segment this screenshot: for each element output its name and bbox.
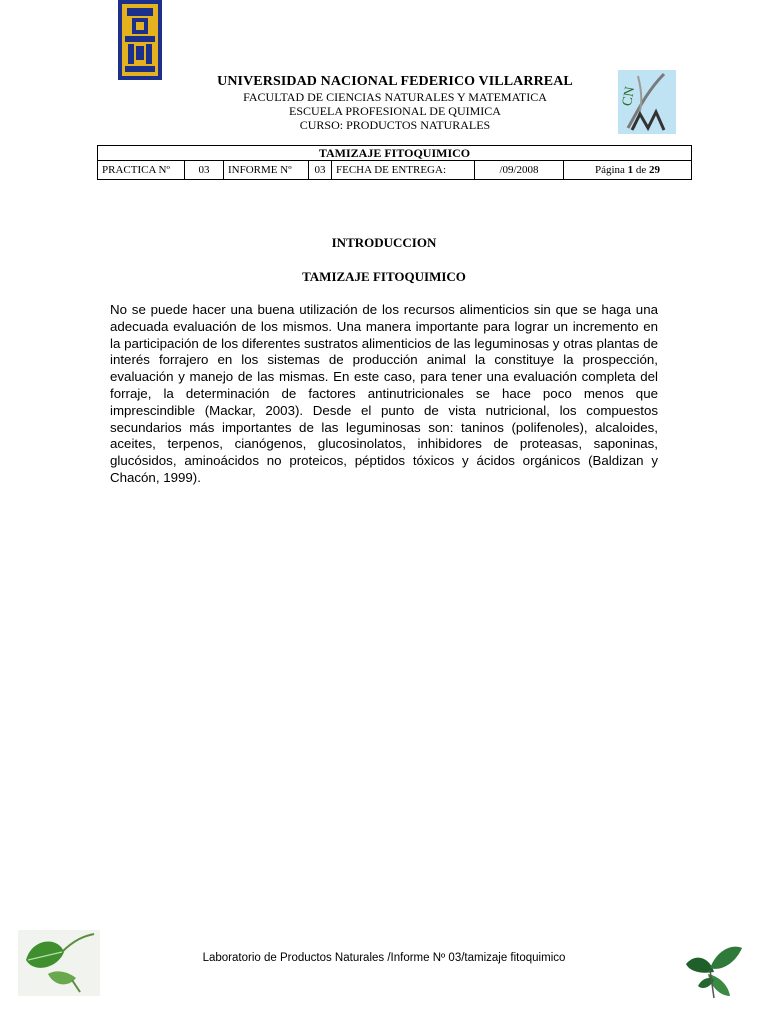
fecha-label: FECHA DE ENTREGA:	[332, 161, 475, 180]
section-heading: INTRODUCCION	[331, 235, 437, 250]
document-header	[150, 74, 640, 132]
practica-value: 03	[185, 161, 224, 180]
informe-value: 03	[309, 161, 332, 180]
table-row	[98, 161, 692, 180]
table-title-row	[98, 146, 692, 161]
page-current: 1	[627, 164, 634, 176]
informe-label: INFORME Nº	[224, 161, 309, 180]
practica-label: PRACTICA Nº	[98, 161, 185, 180]
svg-text:CN: CN	[620, 85, 639, 108]
course-name: CURSO: PRODUCTOS NATURALES	[299, 118, 491, 132]
faculty-name: FACULTAD DE CIENCIAS NATURALES Y MATEMATICA	[243, 90, 547, 104]
school-name: ESCUELA PROFESIONAL DE QUIMICA	[289, 104, 501, 118]
intro-paragraph: No se puede hacer una buena utilización de los recursos alimenticios sin que se haga una adecuada evaluación de los mismos. Una manera importante para lograr un incremento en la participación de los diferentes sustratos alimenticios de las leguminosas y otras plantas de interés forrajero en los sistemas de producción animal la constituye la prospección, evaluación y manejo de las mismas. En este caso, para tener una evaluación completa del forraje, la determinación de factores antinutricionales se hace poco menos que imprescindible (Mackar, 2003). Desde el punto de vista nutricional, los compuestos secundarios más importantes de las leguminosas son: taninos (polifenoles), alcaloides, aceites, terpenos, cianógenos, glucosinolatos, inhibidores de proteasas, saponinas, glucósidos, aminoácidos no proteicos, péptidos tóxicos y ácidos orgánicos (Baldizan y Chacón, 1999).	[110, 302, 658, 485]
plant-leaf-icon	[680, 942, 746, 1000]
page-footer: Laboratorio de Productos Naturales /Informe Nº 03/tamizaje fitoquimico	[202, 952, 566, 964]
page-of: de	[635, 164, 647, 176]
report-info-table	[97, 145, 692, 180]
page-word: Página	[594, 164, 625, 176]
university-name: UNIVERSIDAD NACIONAL FEDERICO VILLARREAL	[217, 74, 573, 89]
page-number	[564, 161, 692, 180]
university-crest-icon	[118, 0, 162, 80]
section-subheading: TAMIZAJE FITOQUIMICO	[302, 269, 466, 284]
page-total: 29	[649, 164, 661, 176]
table-title: TAMIZAJE FITOQUIMICO	[98, 146, 692, 161]
fecha-value: /09/2008	[475, 161, 564, 180]
